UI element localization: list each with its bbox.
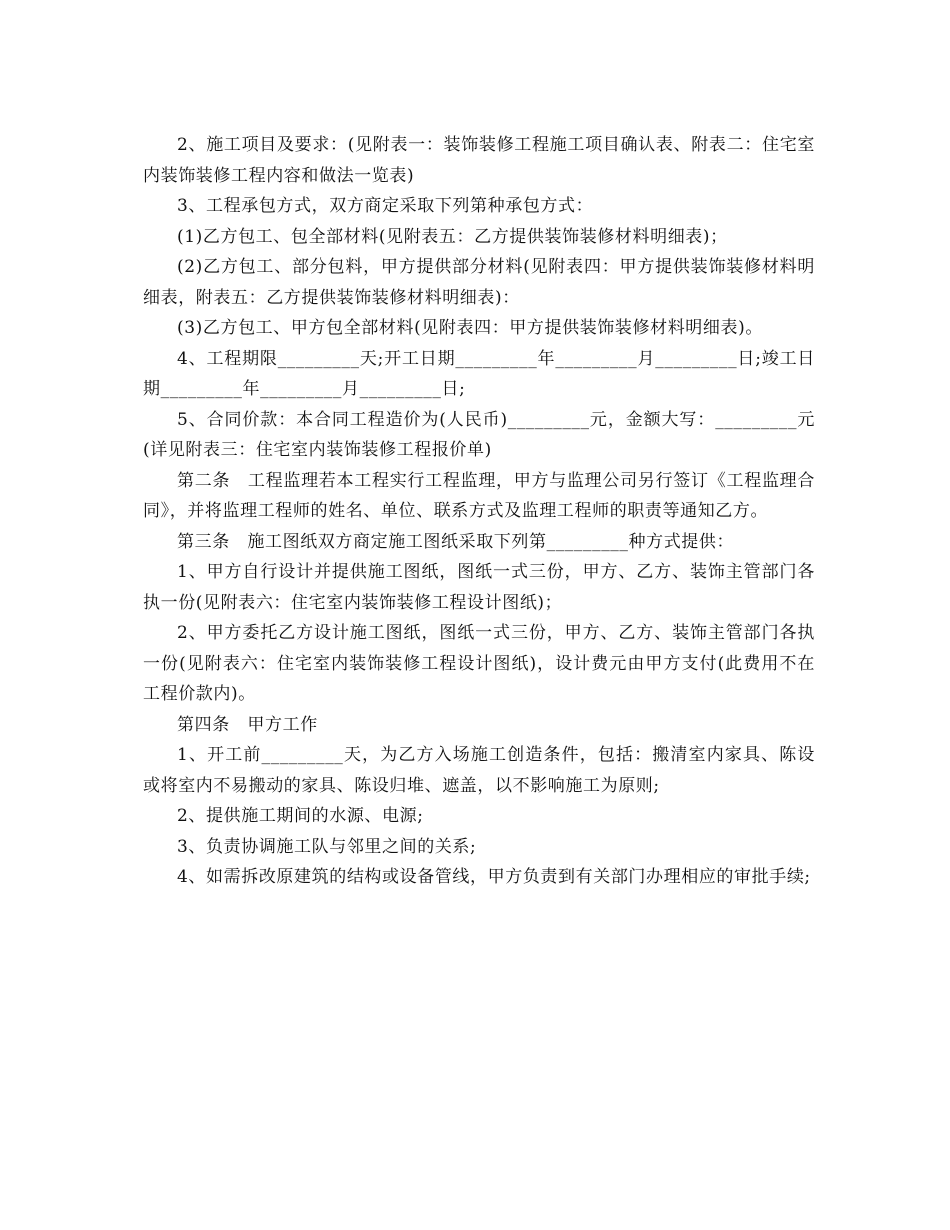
paragraph-party-a-item-4: 4、如需拆改原建筑的结构或设备管线，甲方负责到有关部门办理相应的审批手续;	[177, 867, 811, 887]
paragraph-drawings-option-2: 2、甲方委托乙方设计施工图纸，图纸一式三份，甲方、乙方、装饰主管部门各执一份(见附表六：住宅室内装饰装修工程设计图纸)，设计费元由甲方支付(此费用不在工程价款内)。	[143, 623, 815, 704]
paragraph-party-a-item-3: 3、负责协调施工队与邻里之间的关系;	[177, 836, 477, 857]
paragraph-party-a-item-2: 2、提供施工期间的水源、电源;	[177, 806, 424, 826]
paragraph-contract-price: 5、合同价款：本合同工程造价为(人民币)_________元，金额大写：_________元(详见附表三：住宅室内装饰装修工程报价单)	[143, 409, 815, 460]
article-2-supervision: 第二条 工程监理若本工程实行工程监理，甲方与监理公司另行签订《工程监理合同》，并将监理工程师的姓名、单位、联系方式及监理工程师的职责等通知乙方。	[143, 470, 815, 521]
paragraph-option-3: (3)乙方包工、甲方包全部材料(见附表四：甲方提供装饰装修材料明细表)。	[177, 318, 763, 338]
paragraph-option-2: (2)乙方包工、部分包料，甲方提供部分材料(见附表四：甲方提供装饰装修材料明细表，附表五：乙方提供装饰装修材料明细表)：	[143, 257, 815, 308]
paragraph-party-a-item-1: 1、开工前_________天，为乙方入场施工创造条件，包括：搬清室内家具、陈设或将室内不易搬动的家具、陈设归堆、遮盖，以不影响施工为原则;	[143, 745, 815, 796]
paragraph-drawings-option-1: 1、甲方自行设计并提供施工图纸，图纸一式三份，甲方、乙方、装饰主管部门各执一份(见附表六：住宅室内装饰装修工程设计图纸)；	[143, 562, 815, 613]
article-3-drawings: 第三条 施工图纸双方商定施工图纸采取下列第_________种方式提供：	[177, 531, 735, 552]
document-body	[143, 130, 815, 893]
article-4-party-a-work: 第四条 甲方工作	[177, 714, 318, 735]
paragraph-contract-method: 3、工程承包方式，双方商定采取下列第种承包方式：	[177, 196, 594, 216]
paragraph-project-period: 4、工程期限_________天;开工日期_________年_________月_________日;竣工日期_________年_________月_________日;	[143, 348, 815, 399]
paragraph-construction-items: 2、施工项目及要求：(见附表一：装饰装修工程施工项目确认表、附表二：住宅室内装饰装修工程内容和做法一览表)	[143, 135, 815, 186]
paragraph-option-1: (1)乙方包工、包全部材料(见附表五：乙方提供装饰装修材料明细表)；	[177, 226, 728, 247]
